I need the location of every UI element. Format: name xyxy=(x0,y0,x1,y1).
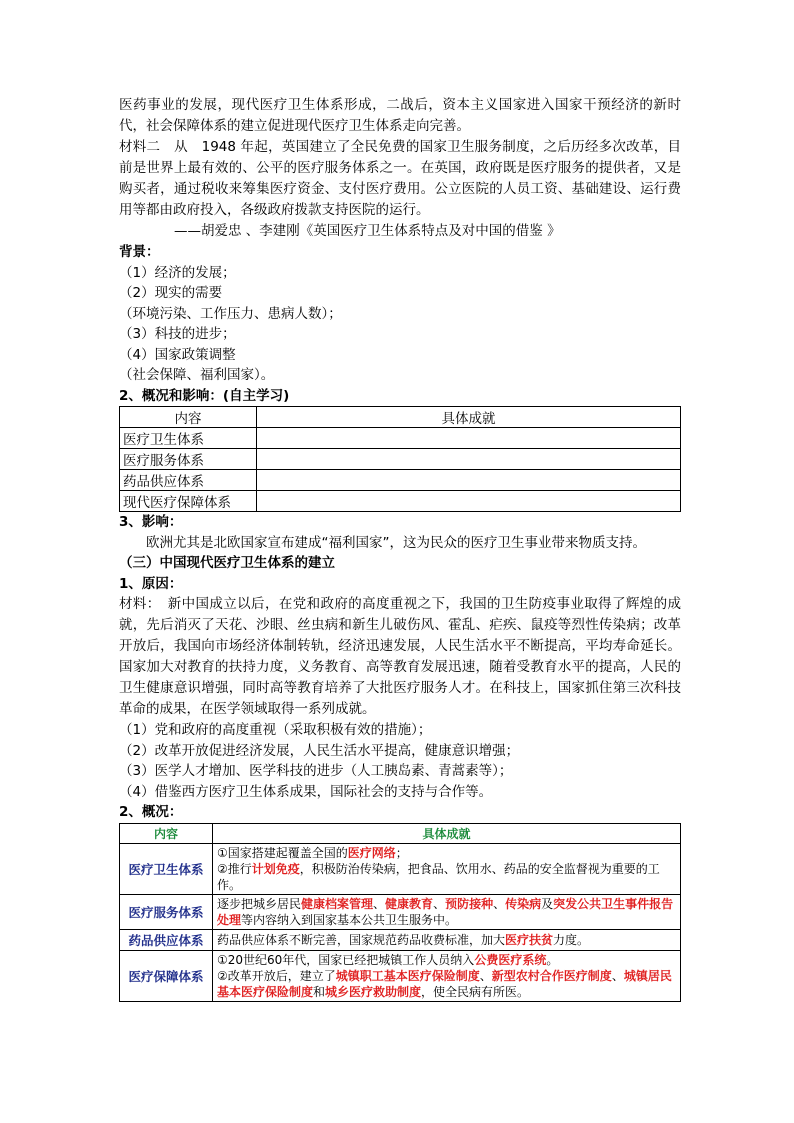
table-header-achievement: 具体成就 xyxy=(213,823,681,843)
overview-table-blank xyxy=(119,406,681,512)
row-content: 逐步把城乡居民健康档案管理、健康教育、预防接种、传染病及突发公共卫生事件报告处理等内容纳入到国家基本公共卫生服务中。 xyxy=(213,894,681,929)
background-item: （2）现实的需要 xyxy=(119,285,223,301)
table-row xyxy=(120,428,681,449)
answer-cell[interactable] xyxy=(257,449,681,470)
table-row xyxy=(120,491,681,512)
table-row xyxy=(120,470,681,491)
row-label: 医疗服务体系 xyxy=(120,449,257,470)
answer-cell[interactable] xyxy=(257,428,681,449)
answer-cell[interactable] xyxy=(257,491,681,512)
background-heading: 背景： xyxy=(119,244,160,260)
impact-text: 欧洲尤其是北欧国家宣布建成“福利国家”，这为民众的医疗卫生事业带来物质支持。 xyxy=(146,534,646,551)
row-label-service: 医疗服务体系 xyxy=(120,894,213,929)
part3-heading: （三）中国现代医疗卫生体系的建立 xyxy=(119,555,335,571)
citation: ——胡爱忠 、李建刚《英国医疗卫生体系特点及对中国的借鉴 》 xyxy=(174,223,561,239)
material-china: 材料： 新中国成立以后，在党和政府的高度重视之下，我国的卫生防疫事业取得了辉煌的成就，先后消灭了天花、沙眼、丝虫病和新生儿破伤风、霍乱、疟疾、鼠疫等烈性传染病；改革开放后，我国向市场经济体制转轨，经济迅速发展，人民生活水平不断提高，平均寿命延长。国家加大对教育的扶持力度，义务教育、高等教育发展迅速，随着受教育水平的提高，人民的卫生健康意识增强，同时高等教育培养了大批医疗服务人才。在科技上，国家抓住第三次科技革命的成果，在医学领域取得一系列成就。 xyxy=(119,596,681,717)
background-item: （3）科技的进步； xyxy=(119,326,236,342)
background-item: （环境污染、工作压力、患病人数）； xyxy=(119,305,342,322)
row-content: 药品供应体系不断完善，国家规范药品收费标准，加大医疗扶贫力度。 xyxy=(213,929,681,950)
reason-item: （1）党和政府的高度重视（采取积极有效的措施）； xyxy=(119,722,432,738)
table-header-content: 内容 xyxy=(120,407,257,428)
paragraph-intro: 医药事业的发展，现代医疗卫生体系形成，二战后，资本主义国家进入国家干预经济的新时代，社会保障体系的建立促进现代医疗卫生体系走向完善。 xyxy=(119,97,681,134)
background-item: （社会保障、福利国家）。 xyxy=(119,367,275,383)
table-header-content: 内容 xyxy=(120,823,213,843)
table-row xyxy=(120,950,681,1001)
row-label: 药品供应体系 xyxy=(120,470,257,491)
reason-item: （4）借鉴西方医疗卫生体系成果，国际社会的支持与合作等。 xyxy=(119,783,493,800)
document-page xyxy=(119,95,681,1002)
table-row xyxy=(120,894,681,929)
table-row xyxy=(120,929,681,950)
table-row xyxy=(120,449,681,470)
row-content: ①20世纪60年代，国家已经把城镇工作人员纳入公费医疗系统。 ②改革开放后，建立了城镇职工基本医疗保险制度、新型农村合作医疗制度、城镇居民基本医疗保险制度和城乡医疗救助制度，使全民病有所医。 xyxy=(213,950,681,1001)
overview-table-answers xyxy=(119,823,681,1002)
overview-heading: 2、概况： xyxy=(119,804,183,820)
answer-cell[interactable] xyxy=(257,470,681,491)
reason-heading: 1、原因： xyxy=(119,575,183,592)
row-label-drug: 药品供应体系 xyxy=(120,929,213,950)
row-label-insurance: 医疗保障体系 xyxy=(120,950,213,1001)
table-row xyxy=(120,843,681,894)
row-content: ①国家搭建起覆盖全国的医疗网络； ②推行计划免疫，积极防治传染病，把食品、饮用水、药品的安全监督视为重要的工作。 xyxy=(213,843,681,894)
section3-heading: 3、影响： xyxy=(119,514,183,530)
row-label-health: 医疗卫生体系 xyxy=(120,843,213,894)
row-label: 现代医疗保障体系 xyxy=(120,491,257,512)
background-item: （4）国家政策调整 xyxy=(119,346,236,363)
reason-item: （3）医学人才增加、医学科技的进步（人工胰岛素、青蒿素等）； xyxy=(119,763,513,779)
material-two: 材料二 从 1948 年起，英国建立了全民免费的国家卫生服务制度，之后历经多次改革，目前是世界上最有效的、公平的医疗服务体系之一。在英国，政府既是医疗服务的提供者，又是购买者，通过税收来筹集医疗资金、支付医疗费用。公立医院的人员工资、基础建设、运行费用等都由政府投入，各级政府拨款支持医院的运行。 xyxy=(119,139,681,218)
reason-item: （2）改革开放促进经济发展，人民生活水平提高，健康意识增强； xyxy=(119,742,520,759)
table-header-achievement: 具体成就 xyxy=(257,407,681,428)
row-label: 医疗卫生体系 xyxy=(120,428,257,449)
section2-heading: 2、概况和影响：(自主学习) xyxy=(119,387,290,404)
background-item: （1）经济的发展； xyxy=(119,264,236,281)
